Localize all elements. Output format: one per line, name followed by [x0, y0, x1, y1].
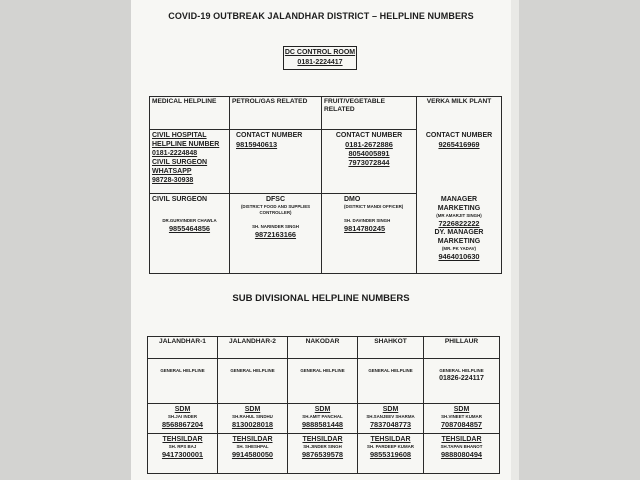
sdm-number: 8568867204 [161, 420, 204, 429]
tehsildar-label: TEHSILDAR [162, 436, 203, 443]
verka-contact-label: CONTACT NUMBER [425, 131, 493, 139]
manager-number: 7226822222 [438, 218, 480, 228]
cs-label: CIVIL SURGEON [152, 196, 208, 203]
tehsildar-number: 9914580050 [231, 450, 274, 459]
sub-divisional-table [147, 336, 500, 474]
tehsildar-cell [288, 434, 358, 474]
sdm-label: SDM [244, 406, 261, 413]
phillaur-general-number: 01826-224117 [439, 375, 484, 382]
general-helpline-cell [218, 359, 288, 404]
general-helpline-cell [358, 359, 424, 404]
dfsc-label: DFSC [265, 196, 286, 203]
dy-manager-number: 9464010630 [438, 251, 480, 261]
manager-label: MANAGER [440, 195, 478, 203]
sdm-name: SH.JAI INDER [167, 414, 198, 419]
sdm-name: SH.VINEET KUMAR [441, 414, 482, 419]
sdm-name: SH.AMIT PANCHAL [302, 414, 343, 419]
general-helpline-cell [148, 359, 218, 404]
petrol-contact-number: 9815940613 [236, 140, 278, 149]
sdm-label: SDM [453, 406, 470, 413]
tehsildar-name: SH. RPS BAJ [168, 444, 197, 449]
fruit-contact-label: CONTACT NUMBER [335, 132, 403, 139]
dy-marketing-label: MARKETING [437, 237, 481, 245]
phillaur-general-helpline-cell [424, 359, 500, 404]
manager-name: (MR AMARJIT SINGH) [436, 212, 482, 218]
dmo-name: SH. DAVINDER SINGH [344, 218, 391, 223]
sdm-name: SH.RAHUL SINDHU [232, 414, 273, 419]
tehsildar-label: TEHSILDAR [302, 436, 343, 443]
sdm-cell [358, 404, 424, 434]
tehsildar-cell [148, 434, 218, 474]
district-helpline-table [149, 96, 502, 274]
header-medical: MEDICAL HELPLINE [150, 97, 230, 130]
document-page [131, 0, 511, 480]
whatsapp-number: 98728-30938 [152, 177, 194, 184]
civil-hospital-label: CIVIL HOSPITAL [152, 132, 207, 139]
medical-civil-hospital-cell [150, 130, 230, 194]
general-helpline-label: GENERAL HELPLINE [230, 368, 275, 373]
dfsc-full: (DISTRICT FOOD AND SUPPLIES CONTROLLER) [240, 204, 311, 215]
sdm-label: SDM [314, 406, 331, 413]
cs-number: 9855464856 [168, 224, 211, 233]
dmo-label: DMO [344, 196, 361, 203]
tehsildar-cell [424, 434, 500, 474]
dfsc-number: 9872163166 [254, 230, 297, 239]
sdm-cell [424, 404, 500, 434]
sdm-cell [288, 404, 358, 434]
general-helpline-label: GENERAL HELPLINE [160, 368, 205, 373]
sdm-number: 7837048773 [369, 420, 412, 429]
medical-civil-surgeon-cell [150, 194, 230, 274]
dmo-full: (DISTRICT MANDI OFFICER) [344, 204, 404, 209]
sub-header-nakodar: NAKODAR [288, 337, 358, 359]
tehsildar-name: SH. PARDEEP KUMAR [367, 444, 414, 449]
general-helpline-label: GENERAL HELPLINE [368, 368, 413, 373]
tehsildar-number: 9417300001 [161, 450, 204, 459]
tehsildar-name: SH.JINDER SINGH [303, 444, 342, 449]
general-helpline-label: GENERAL HELPLINE [300, 368, 345, 373]
dfsc-name: SH. NARINDER SINGH [252, 224, 299, 229]
header-verka: VERKA MILK PLANT [417, 97, 502, 130]
general-helpline-cell [288, 359, 358, 404]
dc-number: 0181-2224417 [297, 59, 343, 66]
page-edge-shadow [511, 0, 519, 480]
tehsildar-number: 9855319608 [369, 450, 412, 459]
manager-marketing-label: MARKETING [437, 204, 481, 212]
fruit-dmo-cell [322, 194, 417, 274]
fruit-number-1: 0181-2672886 [345, 140, 393, 149]
tehsildar-cell [358, 434, 424, 474]
tehsildar-label: TEHSILDAR [370, 436, 411, 443]
fruit-number-2: 8054005891 [348, 149, 390, 158]
tehsildar-label: TEHSILDAR [441, 436, 482, 443]
sdm-cell [148, 404, 218, 434]
header-petrol: PETROL/GAS RELATED [230, 97, 322, 130]
phillaur-general-label: GENERAL HELPLINE [439, 368, 484, 373]
civil-surgeon-label: CIVIL SURGEON [152, 159, 208, 166]
dmo-number: 9814780245 [344, 224, 386, 233]
header-fruit: FRUIT/VEGETABLE RELATED [322, 97, 417, 130]
civil-hospital-number: 0181-2224848 [152, 150, 198, 157]
dy-manager-label: DY. MANAGER [434, 228, 484, 236]
sdm-name: SH.SANJEEV SHARMA [366, 414, 415, 419]
cs-name: DR.GURVINDER CHAWLA [162, 218, 217, 223]
tehsildar-number: 9876539578 [301, 450, 344, 459]
sdm-cell [218, 404, 288, 434]
verka-contact-number: 9265416969 [438, 139, 480, 149]
fruit-number-3: 7973072844 [348, 158, 390, 167]
fruit-contact-cell [322, 130, 417, 194]
tehsildar-cell [218, 434, 288, 474]
sub-header-jalandhar-2: JALANDHAR-2 [218, 337, 288, 359]
sdm-number: 9888581448 [301, 420, 344, 429]
page-title: COVID-19 OUTBREAK JALANDHAR DISTRICT – HELPLINE NUMBERS [168, 11, 474, 21]
petrol-contact-label: CONTACT NUMBER [236, 132, 303, 139]
tehsildar-name: SH. SHESHPAL [236, 444, 269, 449]
sub-header-phillaur: PHILLAUR [424, 337, 500, 359]
sub-header-shahkot: SHAHKOT [358, 337, 424, 359]
verka-managers-cell [417, 194, 502, 274]
tehsildar-name: SH.TAPAN BHANOT [440, 444, 483, 449]
helpline-number-label: HELPLINE NUMBER [152, 141, 220, 148]
dc-control-room-box [283, 46, 357, 70]
dy-manager-name: (MR. PK YADAV) [441, 245, 477, 251]
petrol-contact-cell [230, 130, 322, 194]
tehsildar-label: TEHSILDAR [232, 436, 273, 443]
sdm-number: 7087084857 [440, 420, 483, 429]
petrol-dfsc-cell [230, 194, 322, 274]
dc-label: DC CONTROL ROOM [284, 49, 356, 56]
tehsildar-number: 9888080494 [440, 450, 483, 459]
sdm-number: 8130028018 [231, 420, 274, 429]
sub-header-jalandhar-1: JALANDHAR-1 [148, 337, 218, 359]
sdm-label: SDM [382, 406, 399, 413]
whatsapp-label: WHATSAPP [152, 168, 192, 175]
verka-contact-cell [417, 130, 502, 194]
sub-divisional-title: SUB DIVISIONAL HELPLINE NUMBERS [232, 293, 410, 304]
sdm-label: SDM [174, 406, 191, 413]
